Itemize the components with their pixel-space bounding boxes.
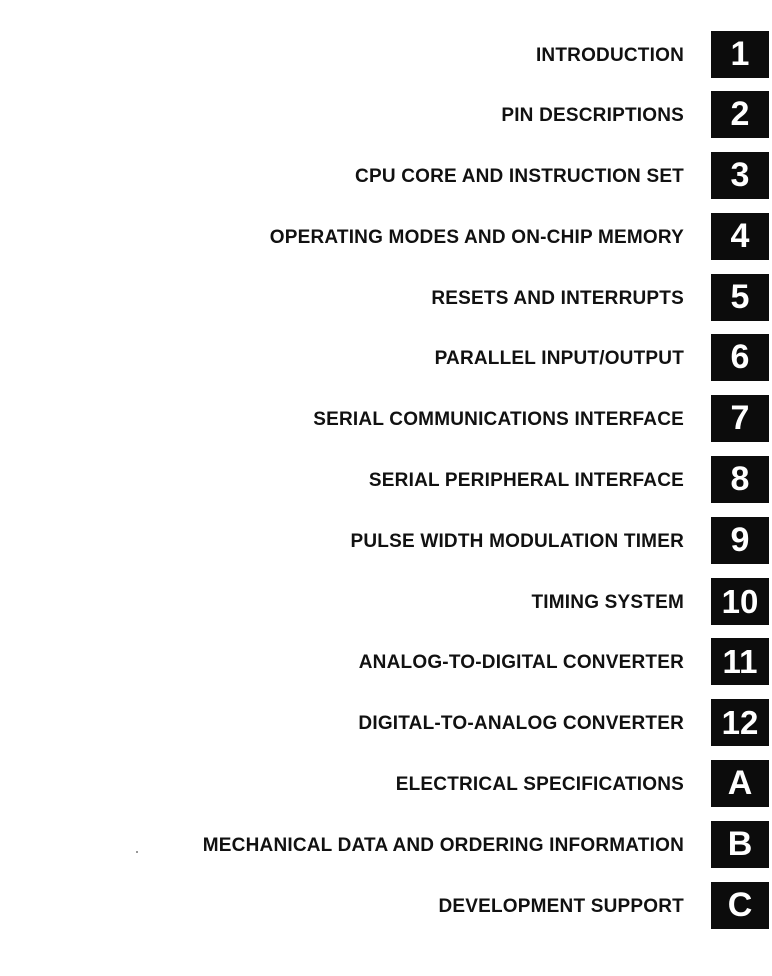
section-title: CPU CORE AND INSTRUCTION SET bbox=[355, 166, 684, 187]
section-row-pin-descriptions[interactable] bbox=[0, 91, 772, 141]
section-tab[interactable]: 4 bbox=[711, 213, 769, 260]
section-row-introduction[interactable] bbox=[0, 31, 772, 81]
section-row-resets-interrupts[interactable] bbox=[0, 274, 772, 324]
section-row-electrical-specs[interactable] bbox=[0, 760, 772, 810]
section-row-operating-modes[interactable] bbox=[0, 213, 772, 263]
section-tab[interactable]: 7 bbox=[711, 395, 769, 442]
section-title: TIMING SYSTEM bbox=[531, 592, 684, 613]
section-title: ELECTRICAL SPECIFICATIONS bbox=[395, 774, 684, 795]
section-row-sci[interactable] bbox=[0, 395, 772, 445]
section-title: INTRODUCTION bbox=[535, 45, 684, 66]
section-tab[interactable]: B bbox=[711, 821, 769, 868]
section-row-development-support[interactable] bbox=[0, 882, 772, 932]
section-title: DEVELOPMENT SUPPORT bbox=[438, 896, 684, 917]
section-row-timing-system[interactable] bbox=[0, 578, 772, 628]
section-tab[interactable]: 3 bbox=[711, 152, 769, 199]
section-row-pwm-timer[interactable] bbox=[0, 517, 772, 567]
section-tab[interactable]: 6 bbox=[711, 334, 769, 381]
section-tab[interactable]: 12 bbox=[711, 699, 769, 746]
section-tab[interactable]: 1 bbox=[711, 31, 769, 78]
section-tab[interactable]: 8 bbox=[711, 456, 769, 503]
section-row-dac[interactable] bbox=[0, 699, 772, 749]
section-tab[interactable]: 11 bbox=[711, 638, 769, 685]
section-title: DIGITAL-TO-ANALOG CONVERTER bbox=[358, 713, 684, 734]
section-tab[interactable]: A bbox=[711, 760, 769, 807]
section-title: PARALLEL INPUT/OUTPUT bbox=[434, 348, 684, 369]
section-title: PULSE WIDTH MODULATION TIMER bbox=[350, 531, 684, 552]
section-tab[interactable]: C bbox=[711, 882, 769, 929]
section-title: MECHANICAL DATA AND ORDERING INFORMATION bbox=[202, 835, 684, 856]
section-title: RESETS AND INTERRUPTS bbox=[431, 288, 684, 309]
section-tab[interactable]: 5 bbox=[711, 274, 769, 321]
section-tab[interactable]: 2 bbox=[711, 91, 769, 138]
section-title: PIN DESCRIPTIONS bbox=[501, 105, 684, 126]
section-title: SERIAL PERIPHERAL INTERFACE bbox=[368, 470, 684, 491]
section-row-spi[interactable] bbox=[0, 456, 772, 506]
scan-speck bbox=[136, 851, 138, 853]
section-title: SERIAL COMMUNICATIONS INTERFACE bbox=[313, 409, 684, 430]
section-row-adc[interactable] bbox=[0, 638, 772, 688]
section-row-parallel-io[interactable] bbox=[0, 334, 772, 384]
section-tab[interactable]: 9 bbox=[711, 517, 769, 564]
section-row-mechanical-data[interactable] bbox=[0, 821, 772, 871]
section-tab[interactable]: 10 bbox=[711, 578, 769, 625]
section-title: OPERATING MODES AND ON-CHIP MEMORY bbox=[269, 227, 684, 248]
section-title: ANALOG-TO-DIGITAL CONVERTER bbox=[358, 652, 684, 673]
section-row-cpu-core[interactable] bbox=[0, 152, 772, 202]
